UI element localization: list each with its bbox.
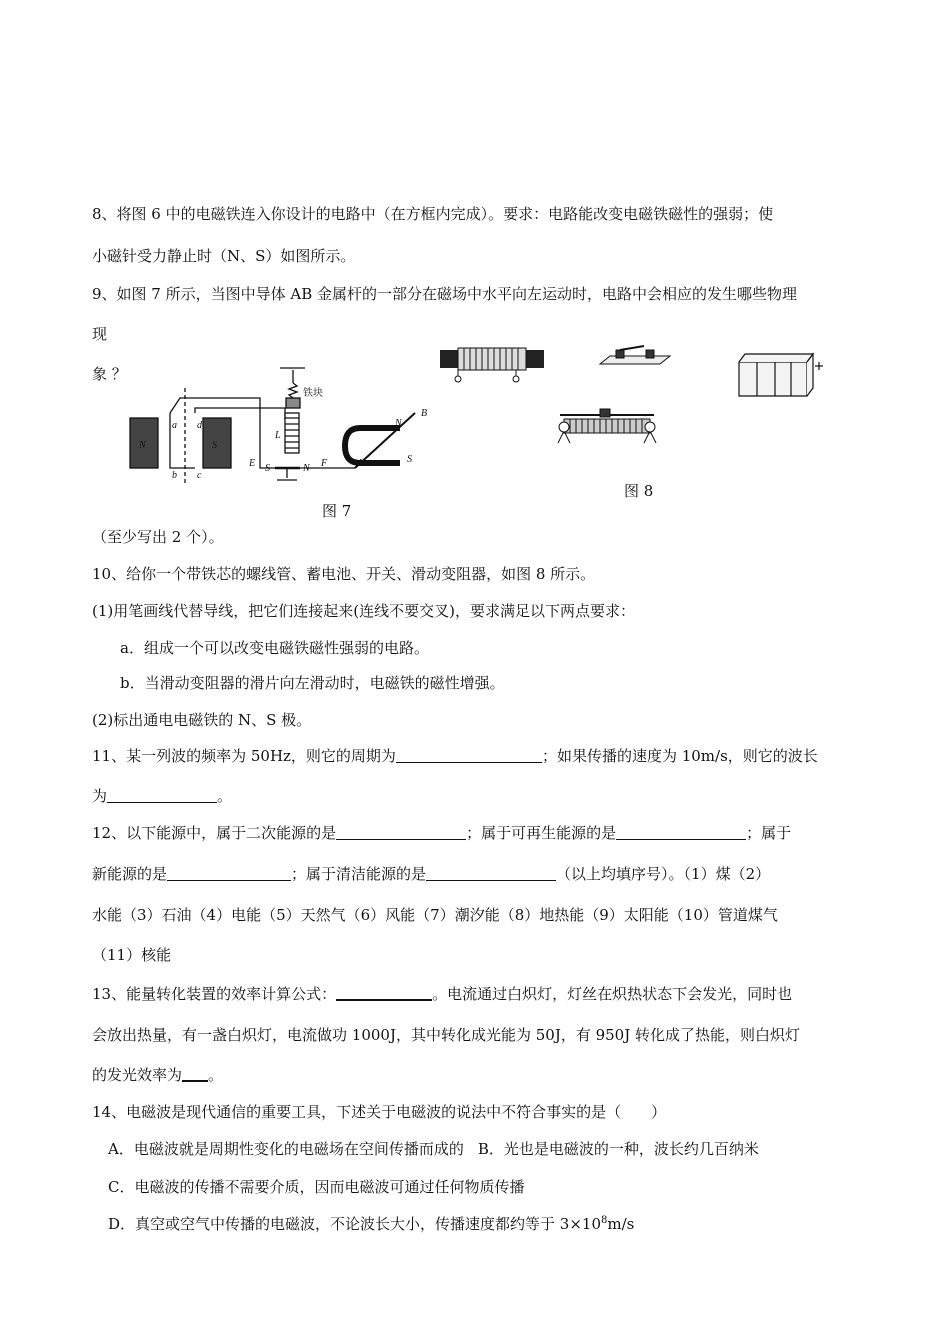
- q9-line3: 象 ？: [92, 365, 127, 383]
- q14-option-d-unit: m/s: [607, 1215, 635, 1233]
- q12-text3: ；属于: [746, 824, 792, 842]
- q13-text4: 。: [208, 1066, 224, 1084]
- fig7-label-n-mag: N: [395, 418, 402, 429]
- fig7-label-a: a: [172, 420, 177, 431]
- q14-options-ab: [108, 1138, 759, 1159]
- fig7-label-l: L: [275, 430, 281, 441]
- q11-blank-period[interactable]: [396, 748, 542, 763]
- fig7-label-s: S: [212, 440, 217, 451]
- q14-option-a[interactable]: A．电磁波就是周期性变化的电磁场在空间传播而成的: [108, 1140, 464, 1158]
- q14-stem: 14、电磁波是现代通信的重要工具，下述关于电磁波的说法中不符合事实的是（ ）: [92, 1103, 667, 1121]
- battery-icon: [735, 350, 825, 400]
- q13-line1: [92, 983, 792, 1004]
- q12-text6: （以上均填序号）。（1）煤（2）: [556, 865, 771, 883]
- q14-option-d[interactable]: [108, 1213, 634, 1234]
- fig7-label-b: b: [172, 470, 177, 481]
- fig7-label-a-rod: A: [357, 458, 364, 469]
- fig7-label-n: N: [139, 440, 146, 451]
- q14-option-d-text: D．真空或空气中传播的电磁波，不论波长大小，传播速度都约等于 3×10: [108, 1215, 601, 1233]
- q13-text3: 的发光效率为: [92, 1066, 183, 1084]
- q11-text3: 为: [92, 787, 108, 805]
- q13-blank-efficiency[interactable]: [182, 1066, 208, 1082]
- q12-line1: [92, 822, 791, 843]
- figure-7-drawing: [125, 358, 435, 493]
- q10-line1: 10、给你一个带铁芯的螺线管、蓄电池、开关、滑动变阻器，如图 8 所示。: [92, 565, 596, 583]
- fig7-label-e: E: [249, 458, 256, 469]
- q12-blank-secondary[interactable]: [336, 825, 466, 840]
- q14-option-b[interactable]: B．光也是电磁波的一种，波长约几百纳米: [477, 1140, 759, 1158]
- switch-icon: [598, 342, 673, 372]
- q11-text4: 。: [217, 787, 233, 805]
- q9-line2: 现: [92, 325, 108, 343]
- q11-text1: 11、某一列波的频率为 50Hz，则它的周期为: [92, 747, 396, 765]
- q12-text2: ；属于可再生能源的是: [466, 824, 617, 842]
- solenoid-icon: [438, 345, 548, 385]
- q13-text2: 。电流通过白炽灯，灯丝在炽热状态下会发光，同时也: [432, 985, 793, 1003]
- fig7-label-c: c: [197, 470, 202, 481]
- q11-text2: ；如果传播的速度为 10m/s，则它的波长: [541, 747, 818, 765]
- q12-text5: ；属于清洁能源的是: [291, 865, 427, 883]
- q11-blank-wavelength[interactable]: [107, 788, 217, 803]
- q12-blank-renewable[interactable]: [616, 825, 746, 840]
- q14-option-d-exponent: 8: [601, 1215, 608, 1226]
- q10-line4: b．当滑动变阻器的滑片向左滑动时，电磁铁的磁性增强。: [120, 674, 505, 692]
- rheostat-icon: [552, 405, 662, 445]
- q10-line3: a．组成一个可以改变电磁铁磁性强弱的电路。: [120, 639, 429, 657]
- q13-text1: 13、能量转化装置的效率计算公式：: [92, 985, 337, 1003]
- q12-text1: 12、以下能源中，属于二次能源的是: [92, 824, 337, 842]
- fig7-label-needle-s: S: [265, 463, 270, 474]
- q13-line2: 会放出热量，有一盏白炽灯，电流做功 1000J，其中转化成光能为 50J，有 950J 转化成了热能，则白炽灯: [92, 1026, 801, 1044]
- q11-line1: [92, 745, 818, 766]
- figure-7: [125, 358, 435, 493]
- fig7-label-needle-n: N: [303, 463, 310, 474]
- fig7-magnet-s: [203, 418, 231, 468]
- q14-option-c[interactable]: C．电磁波的传播不需要介质，因而电磁波可通过任何物质传播: [108, 1178, 525, 1196]
- fig7-label-d: d: [197, 420, 202, 431]
- q13-blank-formula[interactable]: [336, 985, 432, 1001]
- q10-line2: (1)用笔画线代替导线，把它们连接起来(连线不要交叉)，要求满足以下两点要求：: [92, 602, 635, 620]
- q12-text4: 新能源的是: [92, 865, 168, 883]
- fig8-solenoid: [438, 345, 548, 385]
- q10-line5: (2)标出通电电磁铁的 N、S 极。: [92, 711, 312, 729]
- fig7-label-b-rod: B: [421, 408, 428, 419]
- q12-line2: [92, 863, 770, 884]
- fig7-label-s-mag: S: [407, 454, 412, 465]
- fig8-battery: [735, 350, 825, 400]
- q12-blank-clean[interactable]: [426, 866, 556, 881]
- q9-line4: （至少写出 2 个）。: [92, 528, 224, 546]
- q11-line2: [92, 785, 232, 806]
- q8-line1: 8、将图 6 中的电磁铁连入你设计的电路中（在方框内完成）。要求：电路能改变电磁铁磁性的强弱；使: [92, 205, 774, 223]
- fig7-label-f: F: [321, 458, 328, 469]
- figure-7-caption: 图 7: [322, 502, 352, 520]
- q12-blank-new[interactable]: [167, 866, 291, 881]
- q8-line2: 小磁针受力静止时（N、S）如图所示。: [92, 247, 356, 265]
- q9-line1: 9、如图 7 所示，当图中导体 AB 金属杆的一部分在磁场中水平向左运动时，电路中会相应的发生哪些物理: [92, 285, 798, 303]
- q13-line3: [92, 1064, 223, 1085]
- q12-line3: 水能（3）石油（4）电能（5）天然气（6）风能（7）潮汐能（8）地热能（9）太阳能（10）管道煤气: [92, 906, 778, 924]
- fig8-rheostat: [552, 405, 662, 445]
- q12-line4: （11）核能: [92, 946, 172, 964]
- fig8-switch: [598, 342, 673, 372]
- fig7-label-iron: 铁块: [303, 388, 323, 399]
- figure-8-caption: 图 8: [624, 482, 654, 500]
